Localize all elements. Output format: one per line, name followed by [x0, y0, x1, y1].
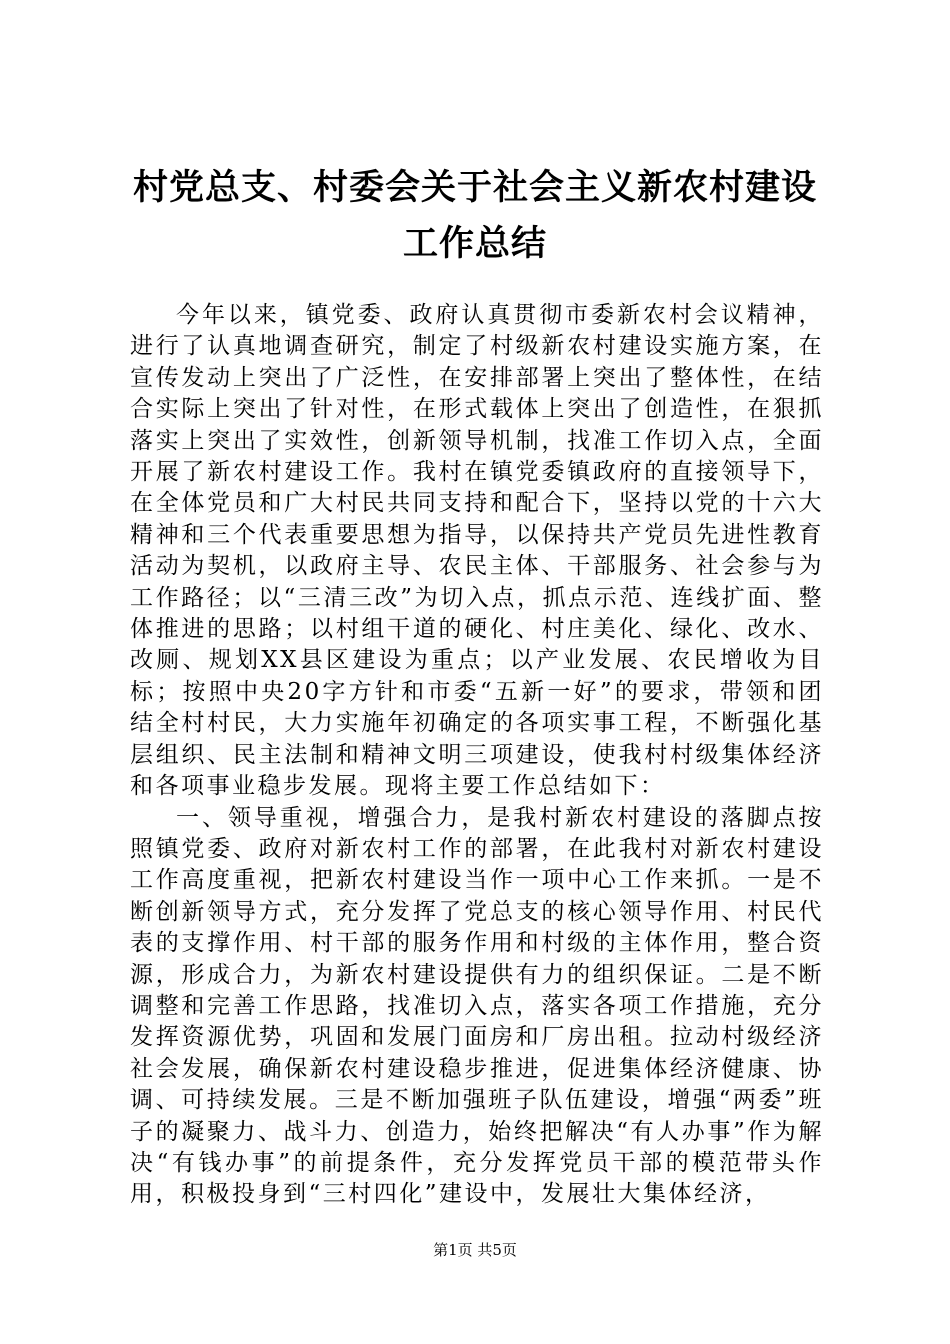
page-number-footer: 第1页 共5页: [433, 1241, 517, 1259]
document-title: 村党总支、村委会关于社会主义新农村建设工作总结: [132, 167, 817, 264]
paragraph-intro: 今年以来，镇党委、政府认真贯彻市委新农村会议精神，进行了认真地调查研究，制定了村级新农村建设实施方案，在宣传发动上突出了广泛性，在安排部署上突出了整体性，在结合实际上突出了针对性，在形式载体上突出了创造性，在狠抓落实上突出了实效性，创新领导机制，找准工作切入点，全面开展了新农村建设工作。我村在镇党委镇政府的直接领导下，在全体党员和广大村民共同支持和配合下，坚持以党的十六大精神和三个代表重要思想为指导，以保持共产党员先进性教育活动为契机，以政府主导、农民主体、干部服务、社会参与为工作路径；以“三清三改”为切入点，抓点示范、连线扩面、整体推进的思路；以村组干道的硬化、村庄美化、绿化、改水、改厕、规划XX县区建设为重点；以产业发展、农民增收为目标；按照中央20字方针和市委“五新一好”的要求，带领和团结全村村民，大力实施年初确定的各项实事工程，不断强化基层组织、民主法制和精神文明三项建设，使我村村级集体经济和各项事业稳步发展。现将主要工作总结如下：: [130, 302, 824, 800]
paragraph-section-one: 一、领导重视，增强合力，是我村新农村建设的落脚点按照镇党委、政府对新农村工作的部署，在此我村对新农村建设工作高度重视，把新农村建设当作一项中心工作来抓。一是不断创新领导方式，充分发挥了党总支的核心领导作用、村民代表的支撑作用、村干部的服务作用和村级的主体作用，整合资源，形成合力，为新农村建设提供有力的组织保证。二是不断调整和完善工作思路，找准切入点，落实各项工作措施，充分发挥资源优势，巩固和发展门面房和厂房出租。拉动村级经济社会发展，确保新农村建设稳步推进，促进集体经济健康、协调、可持续发展。三是不断加强班子队伍建设，增强“两委”班子的凝聚力、战斗力、创造力，始终把解决“有人办事”作为解决“有钱办事”的前提条件，充分发挥党员干部的模范带头作用，积极投身到“三村四化”建设中，发展壮大集体经济，: [130, 804, 824, 1208]
document-body: [130, 300, 824, 1211]
